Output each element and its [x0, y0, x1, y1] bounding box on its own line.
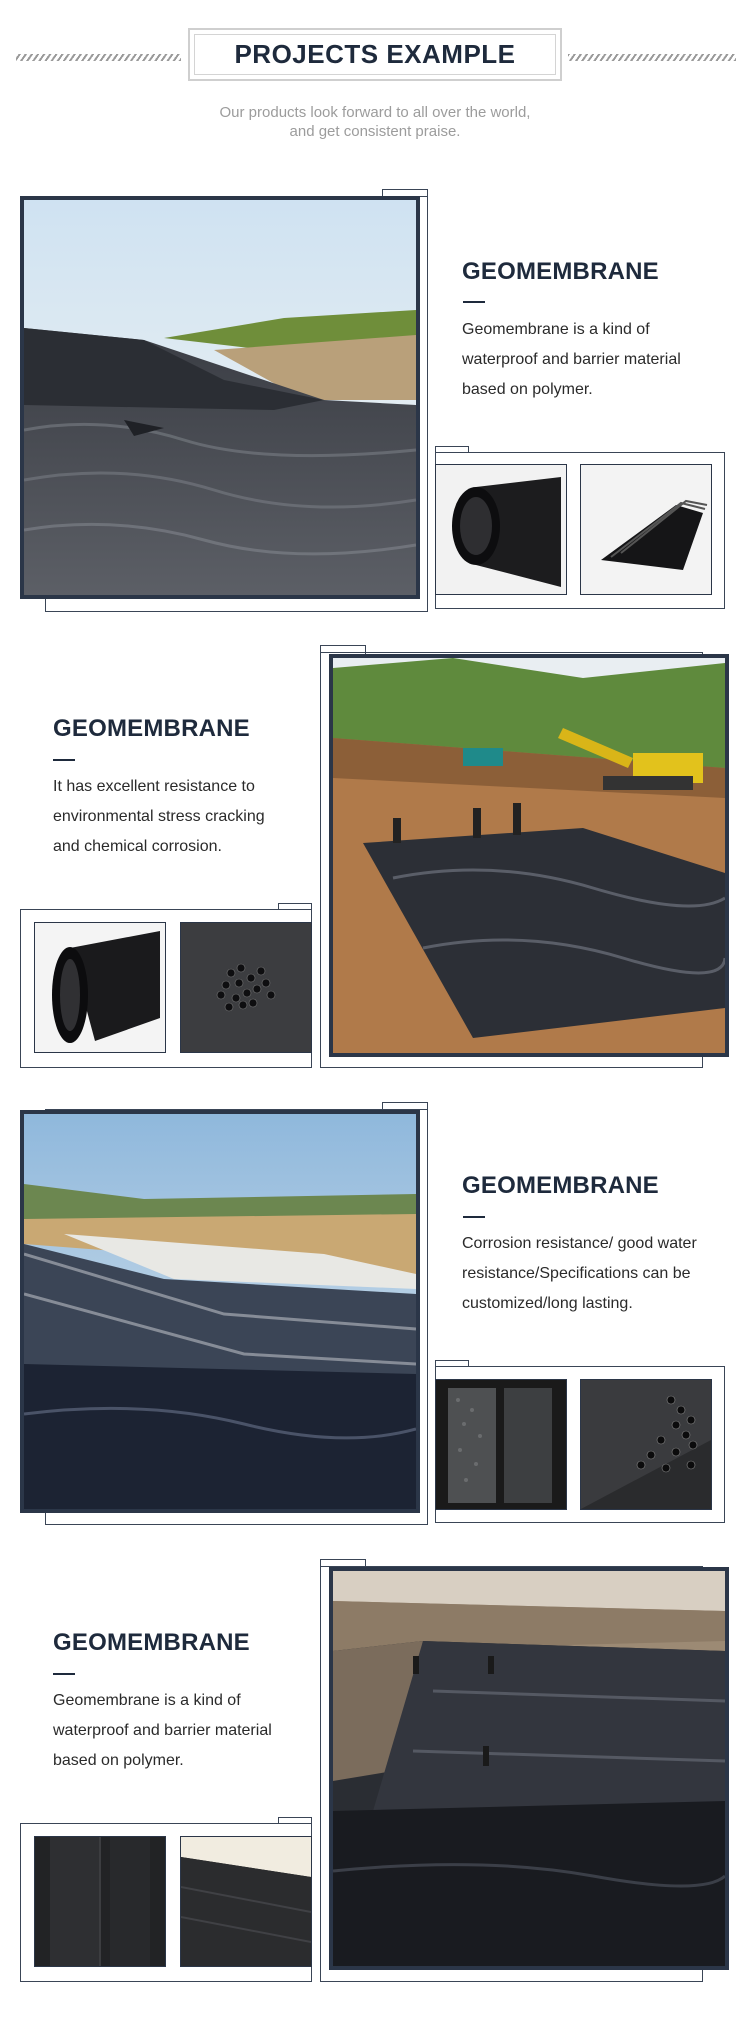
section-3-desc-line-3: customized/long lasting. — [462, 1295, 633, 1312]
landfill-liner-photo — [24, 200, 416, 595]
section-2-dash — [53, 759, 75, 761]
section-2-description — [53, 772, 313, 862]
pellets-on-sheet-image — [581, 1380, 711, 1509]
section-1-description — [462, 315, 722, 405]
section-4-desc-line-3: based on polymer. — [53, 1752, 184, 1769]
section-3-thumb-pellets — [580, 1379, 712, 1510]
textured-membrane-image — [436, 1380, 566, 1509]
section-1-thumb-sheets — [580, 464, 712, 595]
section-4-desc-line-2: waterproof and barrier material — [53, 1722, 272, 1739]
page-title: PROJECTS EXAMPLE — [194, 34, 556, 75]
section-2-heading: GEOMEMBRANE — [53, 715, 250, 742]
header-hatch-right — [568, 54, 736, 61]
section-3-thumb-texture — [435, 1379, 567, 1510]
section-4-thumb-textured — [180, 1836, 312, 1967]
section-2-desc-line-2: environmental stress cracking — [53, 808, 265, 825]
section-1-thumb-roll — [435, 464, 567, 595]
section-1-heading: GEOMEMBRANE — [462, 258, 659, 285]
section-3-main-photo — [20, 1110, 420, 1513]
hdpe-pellets-image — [181, 923, 311, 1052]
section-1-desc-line-3: based on polymer. — [462, 381, 593, 398]
header-hatch-left — [16, 54, 181, 61]
section-4-dash — [53, 1673, 75, 1675]
subtitle-line-1: Our products look forward to all over the world, — [219, 104, 531, 121]
section-1-desc-line-1: Geomembrane is a kind of — [462, 321, 650, 338]
section-4-thumb-smooth — [34, 1836, 166, 1967]
membrane-sheets-image — [581, 465, 711, 594]
section-4-description — [53, 1686, 313, 1776]
section-3-description — [462, 1229, 732, 1319]
section-3-heading: GEOMEMBRANE — [462, 1172, 659, 1199]
section-2-thumb-roll — [34, 922, 166, 1053]
title-box — [188, 28, 562, 81]
section-1-dash — [463, 301, 485, 303]
smooth-membrane-image — [35, 1837, 165, 1966]
section-4-main-photo — [329, 1567, 729, 1970]
section-2-desc-line-3: and chemical corrosion. — [53, 838, 222, 855]
section-3-dash — [463, 1216, 485, 1218]
section-1-desc-line-2: waterproof and barrier material — [462, 351, 681, 368]
membrane-roll-image — [35, 923, 165, 1052]
subtitle-line-2: and get consistent praise. — [289, 123, 461, 140]
section-1-main-photo — [20, 196, 420, 599]
section-2-main-photo — [329, 654, 729, 1057]
section-2-thumb-pellets — [180, 922, 312, 1053]
construction-site-photo — [333, 658, 725, 1053]
section-3-desc-line-1: Corrosion resistance/ good water — [462, 1235, 697, 1252]
section-3-desc-line-2: resistance/Specifications can be — [462, 1265, 691, 1282]
reservoir-liner-photo — [24, 1114, 416, 1509]
membrane-roll-image — [436, 465, 566, 594]
section-2-desc-line-1: It has excellent resistance to — [53, 778, 255, 795]
slope-liner-photo — [333, 1571, 725, 1966]
section-4-heading: GEOMEMBRANE — [53, 1629, 250, 1656]
section-4-desc-line-1: Geomembrane is a kind of — [53, 1692, 241, 1709]
textured-sheet-image — [181, 1837, 311, 1966]
